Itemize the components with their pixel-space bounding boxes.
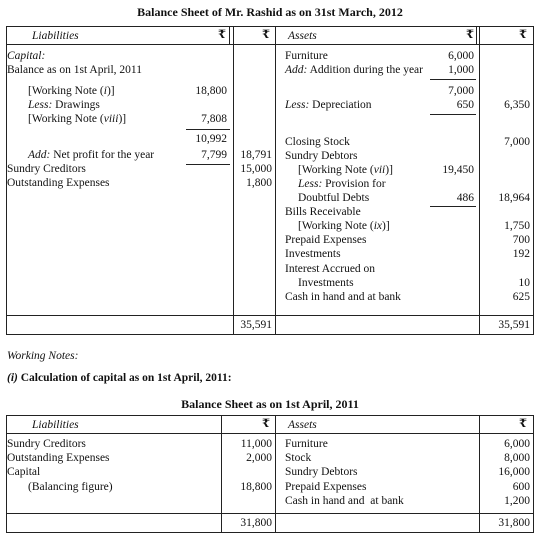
rupee-header: ₹ [262,29,271,41]
sundry-creditors-label: Sundry Creditors [7,438,86,450]
capital-subtotal-amount: 10,992 [195,133,227,145]
opening-capital-amount: 18,800 [195,85,227,97]
working-note-ref: [Working Note (ix)] [298,220,390,232]
rupee-header: ₹ [519,418,528,430]
net-profit-label: Add: Net profit for the year [28,149,155,161]
doubtful-debts-amount: 486 [456,192,474,204]
furniture-addition-amount: 1,000 [448,64,474,76]
depreciation-label: Less: Depreciation [285,99,372,111]
investments-label: Investments [285,248,341,260]
header-bottom-rule [6,433,534,434]
working-note-1-heading: (i) Calculation of capital as on 1st April, 2011: [7,372,232,384]
capital-total-amount: 18,791 [240,149,272,161]
rupee-header: ₹ [519,29,528,41]
liabilities-header: Liabilities [32,30,79,42]
table-top-rule [6,26,534,27]
col-divider-header [476,26,477,44]
table-top-rule [6,415,534,416]
liabilities-header: Liabilities [32,419,79,431]
depreciation-amount: 650 [456,99,474,111]
interest-accrued-amount: 10 [518,277,530,289]
sundry-creditors-label: Sundry Creditors [7,163,86,175]
liabilities-total: 35,591 [240,319,272,331]
working-note-ref: [Working Note (vii)] [298,164,393,176]
furniture-addition-label: Add: Addition during the year [285,64,423,76]
furniture-label: Furniture [285,50,328,62]
total-top-rule [6,315,534,316]
outstanding-expenses-amount: 2,000 [246,452,272,464]
interest-accrued-investments-label: Investments [298,277,354,289]
balance-sheet-title: Balance Sheet of Mr. Rashid as on 31st March, 2012 [137,5,403,19]
bills-receivable-label: Bills Receivable [285,206,361,218]
net-profit-amount: 7,799 [201,149,227,161]
assets-total: 31,800 [498,517,530,529]
doubtful-debts-label: Doubtful Debts [298,192,370,204]
subtotal-rule [430,114,476,115]
sundry-debtors-amount: 19,450 [442,164,474,176]
sundry-creditors-amount: 11,000 [240,438,272,450]
working-notes-heading: Working Notes: [7,350,79,362]
capital-amount: 18,800 [240,481,272,493]
col-divider [275,26,276,334]
interest-accrued-label: Interest Accrued on [285,263,376,275]
subtotal-rule [430,206,476,207]
working-note-ref: [Working Note (viii)] [28,113,127,125]
prepaid-expenses-label: Prepaid Expenses [285,481,367,493]
outstanding-expenses-amount: 1,800 [246,177,272,189]
assets-header: Assets [288,419,317,431]
col-divider-header [229,26,230,44]
stock-amount: 8,000 [504,452,530,464]
header-bottom-rule [6,44,534,45]
furniture-net-amount: 6,350 [504,99,530,111]
sundry-debtors-net-amount: 18,964 [498,192,530,204]
cash-amount: 1,200 [504,495,530,507]
assets-header: Assets [288,30,317,42]
cash-label: Cash in hand and at bank [285,291,401,303]
closing-stock-amount: 7,000 [504,136,530,148]
closing-stock-label: Closing Stock [285,136,350,148]
border-right [533,415,534,532]
col-divider [275,415,276,532]
cash-label: Cash in hand and at bank [285,495,404,507]
prepaid-expenses-label: Prepaid Expenses [285,234,367,246]
stock-label: Stock [285,452,312,464]
working-note-ref: [Working Note (i)] [28,85,115,97]
subtotal-rule [186,164,230,165]
drawings-amount: 7,808 [201,113,227,125]
table-bottom-rule [6,334,534,335]
rupee-header: ₹ [218,29,227,41]
capital-label: Capital [7,466,41,478]
sundry-debtors-label: Sundry Debtors [285,150,358,162]
subtotal-rule [186,129,230,130]
outstanding-expenses-label: Outstanding Expenses [7,452,110,464]
balance-sheet-2011-title: Balance Sheet as on 1st April, 2011 [181,397,359,411]
cash-amount: 625 [512,291,530,303]
liabilities-total: 31,800 [240,517,272,529]
investments-amount: 192 [512,248,530,260]
table-bottom-rule [6,532,534,533]
rupee-header: ₹ [262,418,271,430]
provision-label: Less: Provision for [298,178,386,190]
furniture-amount: 6,000 [448,50,474,62]
capital-label: Capital: [7,50,46,62]
sundry-debtors-amount: 16,000 [498,466,530,478]
rupee-header: ₹ [466,29,475,41]
balancing-figure-label: (Balancing figure) [28,481,113,493]
bills-receivable-amount: 1,750 [504,220,530,232]
total-top-rule [6,513,534,514]
assets-total: 35,591 [498,319,530,331]
prepaid-expenses-amount: 700 [512,234,530,246]
subtotal-rule [430,79,476,80]
sundry-debtors-label: Sundry Debtors [285,466,358,478]
furniture-amount: 6,000 [504,438,530,450]
drawings-label: Less: Drawings [28,99,100,111]
col-divider [221,415,222,532]
furniture-subtotal: 7,000 [448,85,474,97]
sundry-creditors-amount: 15,000 [240,163,272,175]
prepaid-expenses-amount: 600 [512,481,530,493]
capital-balance-label: Balance as on 1st April, 2011 [7,64,142,76]
furniture-label: Furniture [285,438,328,450]
border-right [533,26,534,334]
outstanding-expenses-label: Outstanding Expenses [7,177,110,189]
